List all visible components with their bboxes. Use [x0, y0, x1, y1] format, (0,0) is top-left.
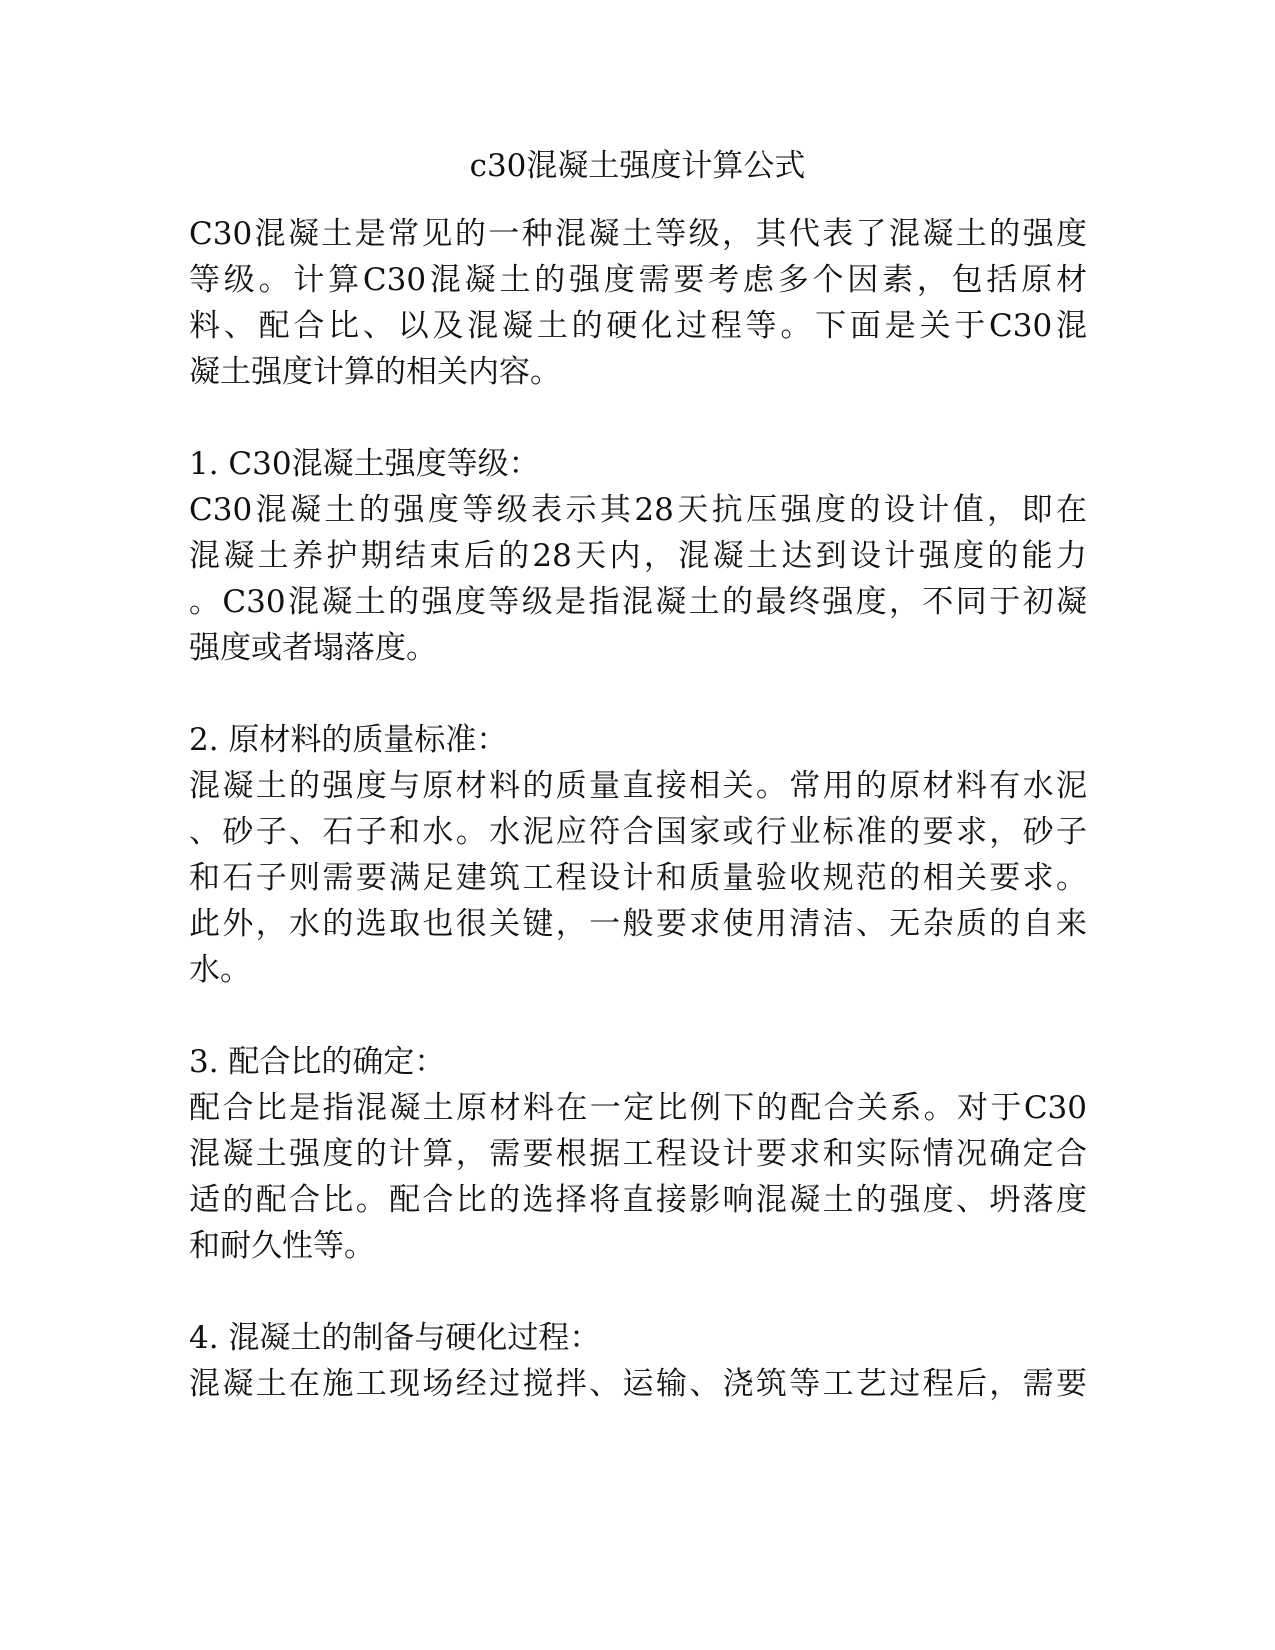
intro-line-4: 凝土强度计算的相关内容。 [189, 354, 561, 390]
section-2-line-1: 混凝土的强度与原材料的质量直接相关。常用的原材料有水泥 [189, 768, 1087, 804]
section-3-line-2: 混凝土强度的计算，需要根据工程设计要求和实际情况确定合 [189, 1136, 1087, 1172]
intro-line-3: 料、配合比、以及混凝土的硬化过程等。下面是关于C30混 [189, 308, 1087, 344]
section-3-heading: 3. 配合比的确定： [189, 1044, 446, 1080]
section-2-heading: 2. 原材料的质量标准： [189, 722, 508, 758]
section-1-line-4: 强度或者塌落度。 [189, 630, 437, 666]
section-4-heading: 4. 混凝土的制备与硬化过程： [189, 1320, 601, 1356]
section-3-line-1: 配合比是指混凝土原材料在一定比例下的配合关系。对于C30 [189, 1090, 1087, 1126]
section-1-heading: 1. C30混凝土强度等级： [189, 446, 540, 482]
section-1-line-3: 。C30混凝土的强度等级是指混凝土的最终强度，不同于初凝 [189, 584, 1087, 620]
section-2-line-3: 和石子则需要满足建筑工程设计和质量验收规范的相关要求。 [189, 860, 1087, 896]
document-title: c30混凝土强度计算公式 [469, 148, 806, 184]
intro-line-2: 等级。计算C30混凝土的强度需要考虑多个因素，包括原材 [189, 262, 1087, 298]
section-2-line-2: 、砂子、石子和水。水泥应符合国家或行业标准的要求，砂子 [189, 814, 1087, 850]
section-3-line-4: 和耐久性等。 [189, 1228, 375, 1264]
section-3-line-3: 适的配合比。配合比的选择将直接影响混凝土的强度、坍落度 [189, 1182, 1087, 1218]
section-4-line-1: 混凝土在施工现场经过搅拌、运输、浇筑等工艺过程后，需要 [189, 1366, 1087, 1402]
section-1-line-1: C30混凝土的强度等级表示其28天抗压强度的设计值，即在 [189, 492, 1087, 528]
section-2-line-5: 水。 [189, 952, 251, 988]
section-1-line-2: 混凝土养护期结束后的28天内，混凝土达到设计强度的能力 [189, 538, 1087, 574]
intro-line-1: C30混凝土是常见的一种混凝土等级，其代表了混凝土的强度 [189, 216, 1087, 252]
section-2-line-4: 此外，水的选取也很关键，一般要求使用清洁、无杂质的自来 [189, 906, 1087, 942]
